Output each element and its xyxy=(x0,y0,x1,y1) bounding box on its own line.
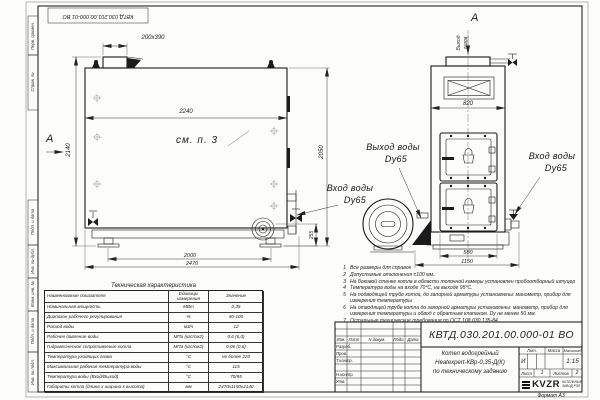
flue-elbow-icon xyxy=(127,58,141,68)
tech-col-header: Наименование показателя xyxy=(45,291,169,303)
see-note-leader xyxy=(228,131,249,146)
tech-cell: 70/95 xyxy=(209,373,264,383)
row-label-utv: Утв. xyxy=(336,379,346,384)
dim-width-inner: 2240 xyxy=(179,109,193,115)
margin-label-inv-dubl: Инв. № дубл. xyxy=(30,248,35,274)
top-stamp-doc-number: КВТД.030.201.00.000-01 ВО xyxy=(62,13,134,19)
row-label-tkontr: Т.контр. xyxy=(336,358,353,363)
padlock-icon xyxy=(463,199,474,214)
tech-cell: не более 220 xyxy=(209,353,264,363)
sheet-value: 1 xyxy=(540,370,544,376)
tech-cell: °С xyxy=(169,363,209,373)
note-item: 1 Все размеры для справок xyxy=(343,265,412,271)
dim-height: 2140 xyxy=(66,143,72,157)
dim-front-h: 2050 xyxy=(319,145,325,159)
doc-number: КВТД.030.201.00.000-01 ВО xyxy=(428,328,574,341)
sheet-label: Лист xyxy=(521,370,532,376)
company-logo xyxy=(519,377,582,392)
outlet-label: Выход воды xyxy=(366,142,420,152)
note-item: 2 Допустимые отклонения ±100 мм. xyxy=(343,271,435,278)
note-item: 3 На боковой стенке котла в области топочной камеры установлен пробоотборный штуцер xyxy=(343,278,576,285)
margin-label-podp-data-2: Подп. и дата xyxy=(30,317,35,345)
burner-fan-icon xyxy=(363,199,431,252)
kvzr-logo-icon xyxy=(522,380,530,389)
sheets-label: Листов xyxy=(553,370,569,376)
tech-cell: Максимальная рабочая температура воды xyxy=(45,363,169,373)
margin-label-vzam-inv: Взам. инв. № xyxy=(30,281,35,307)
gas-outlet-label-1: Выход xyxy=(456,35,462,51)
kvzr-logo-text: KVZR xyxy=(532,379,560,390)
tech-col-header: Единицы измерения xyxy=(169,291,209,303)
tech-table xyxy=(44,290,263,392)
tech-cell: м3/ч xyxy=(169,323,209,333)
door-handle-icon xyxy=(442,157,454,160)
tech-cell: Температура уходящих газов xyxy=(45,353,169,363)
kvzr-logo-subtitle: КОТЕЛЬНЫЙ ЗАВОД РЭП xyxy=(561,379,582,388)
tech-cell: 2470х1150х2140 xyxy=(209,383,264,393)
col-header-podp: Подп. xyxy=(393,337,405,342)
row-label-nkontr: Н.контр. xyxy=(336,372,354,377)
boiler-door-lower xyxy=(440,183,497,231)
tech-cell: % xyxy=(169,313,209,323)
col-header-list: Лист xyxy=(348,337,360,342)
tech-cell: 0,6 (6,0) xyxy=(209,333,264,343)
dim-base: 2000 xyxy=(183,252,197,259)
note-item: 6 На отводящей трубе котла до запорной арматуры установлены: манометр, прибор для измерения температуры и обвод с обратным клапаном. Dу не менее 50 мм. xyxy=(343,305,568,318)
dim-outlet-h: 255 xyxy=(309,230,315,240)
format-label: Формат А3 xyxy=(537,392,565,399)
note-item: 7 Остальные технические требования по ОСТ 108.030.135-84. xyxy=(343,318,500,325)
water-inlet-fitting xyxy=(505,210,519,230)
note-item: 4 Температура воды на входе 70°С, на выходе 95°С. xyxy=(343,285,473,292)
sheets-value: 2 xyxy=(575,370,579,376)
gas-outlet-label-2: газов xyxy=(463,36,469,50)
dim-length: 2470 xyxy=(185,260,199,267)
notes-list xyxy=(340,265,581,325)
dim-front-width: 820 xyxy=(462,100,473,107)
masshtab-header: Масштаб xyxy=(563,348,582,353)
inlet-right-dn: Dy65 xyxy=(544,163,568,173)
margin-label-podp-data-1: Подп. и дата xyxy=(30,208,35,236)
margin-label-inv-podl: Инв. № подл. xyxy=(30,359,35,385)
tech-cell: Диапазон рабочего регулирования xyxy=(45,313,169,323)
product-title-line3: по техническому заданию xyxy=(432,368,508,375)
tech-cell: Расход воды xyxy=(45,323,169,333)
door-handle-icon xyxy=(442,207,454,210)
col-header-data: Дата xyxy=(407,337,419,342)
inlet-right-label: Вход воды xyxy=(528,151,576,161)
inlet-mid-dn: Dy65 xyxy=(343,195,367,205)
massa-header: Масса xyxy=(547,348,561,353)
side-view-drawing xyxy=(85,57,302,247)
tech-cell: Гидравлическое сопротивление котла xyxy=(45,343,169,353)
margin-label-perv-primen: Перв. примен. xyxy=(30,21,35,50)
scale-value: 1:15 xyxy=(566,358,579,365)
lifting-lug-icon xyxy=(92,60,275,68)
tech-cell: 115 xyxy=(209,363,264,373)
tech-cell: Рабочее давление воды xyxy=(45,333,169,343)
tech-col-header: Значение xyxy=(209,291,264,303)
tech-cell: 0,06 (0,6) xyxy=(209,343,264,353)
outlet-dn: Dy65 xyxy=(384,154,408,164)
dim-stub: 200х390 xyxy=(141,35,165,41)
tech-cell: Габариты котла (длина х ширина х высота) xyxy=(45,383,169,393)
note-item: 5 На подводящей трубе котла, до запорной арматуры установлены: манометр, прибор для измерения температуры xyxy=(343,292,571,305)
tech-cell: °С xyxy=(169,353,209,363)
dim-door: 580 xyxy=(463,250,473,256)
tech-cell: 0,35 xyxy=(209,303,264,313)
col-header-ndoc: N докум. xyxy=(368,337,386,342)
tech-cell: МПа (кгс/см2) xyxy=(169,343,209,353)
see-note-label: см. п. 3 xyxy=(176,135,219,146)
air-valve-icon xyxy=(508,54,517,66)
drain-valve-icon xyxy=(88,211,98,226)
lit-header: Лит. xyxy=(527,348,537,353)
col-header-izm: Изм. xyxy=(336,337,346,342)
boiler-door-upper xyxy=(440,133,497,181)
margin-label-sprav-no: Справ. № xyxy=(30,72,35,92)
row-label-prov: Пров. xyxy=(336,351,348,356)
tech-cell: мм xyxy=(169,383,209,393)
product-title-line1: Котел водогрейный xyxy=(441,350,499,357)
tech-cell: МПа (кгс/см2) xyxy=(169,333,209,343)
tech-cell: МВт xyxy=(169,303,209,313)
section-label-side: А xyxy=(46,133,54,145)
fan-duct xyxy=(412,220,431,245)
tech-cell: Номинальная мощность xyxy=(45,303,169,313)
padlock-icon xyxy=(463,149,474,164)
tech-cell: °С xyxy=(169,373,209,383)
inlet-right-leader xyxy=(515,177,540,214)
explosion-hatch-icon xyxy=(444,77,494,99)
lit-value: И xyxy=(521,358,526,365)
tech-cell: 50-100 xyxy=(209,313,264,323)
section-label-front: А xyxy=(471,12,479,24)
tech-table-title: Техническая характеристика xyxy=(111,282,196,289)
pump-icon xyxy=(252,218,274,240)
product-title-line2: Heatexpert-КВр-0,35-Д(К) xyxy=(435,359,505,366)
side-inlet-valve-icon xyxy=(287,190,302,234)
tech-cell: Температура воды (Вход/Выход) xyxy=(45,373,169,383)
row-label-razrab: Разраб. xyxy=(336,344,352,349)
inlet-mid-leader xyxy=(297,205,338,215)
dim-overall: 1150 xyxy=(461,258,473,265)
outlet-leader xyxy=(399,168,421,218)
inlet-mid-label: Вход воды xyxy=(326,183,374,193)
tech-cell: 12 xyxy=(209,323,264,333)
